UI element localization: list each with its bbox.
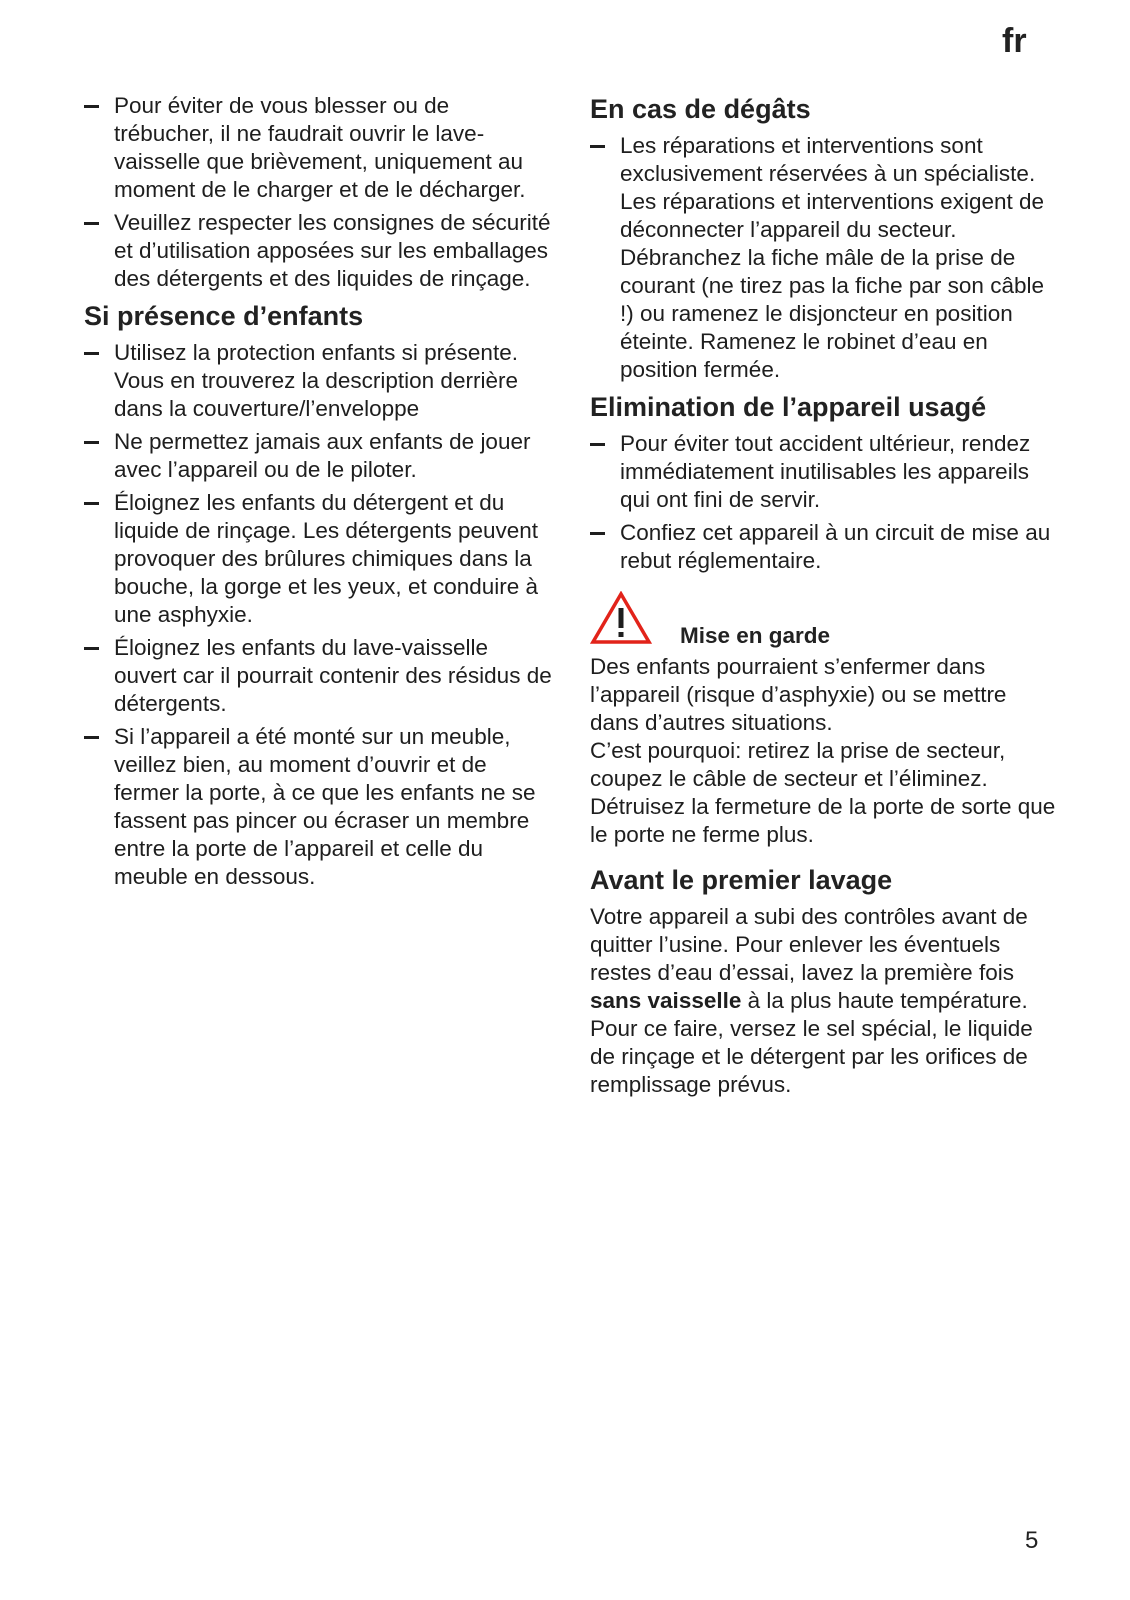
disposal-heading: Elimination de l’appareil usagé xyxy=(590,392,987,422)
list-item xyxy=(590,430,1060,514)
damage-heading: En cas de dégâts xyxy=(590,94,811,124)
list-item-text: Éloignez les enfants du détergent et du liquide de rinçage. Les détergents peuvent provoquer des brûlures chimiques dans la bouche, la gorge et les yeux, et conduire à une asphyxie. xyxy=(114,490,539,627)
list-item xyxy=(84,723,554,891)
page-number: 5 xyxy=(1025,1527,1039,1554)
list-item xyxy=(84,428,554,484)
left-column xyxy=(84,92,554,896)
list-item-text: Pour éviter de vous blesser ou de trébucher, il ne faudrait ouvrir le lave-vaisselle que brièvement, uniquement au moment de le charger et de le décharger. xyxy=(114,93,526,202)
damage-list xyxy=(590,132,1060,384)
list-item-text: Utilisez la protection enfants si présente. Vous en trouverez la description derrière dans la couverture/l’enveloppe xyxy=(114,340,518,421)
list-item xyxy=(590,519,1060,575)
warning-text: Des enfants pourraient s’enfermer dans l’appareil (risque d’asphyxie) ou se mettre dans d’autres situations. xyxy=(590,654,1007,735)
list-item-text: Ne permettez jamais aux enfants de jouer avec l’appareil ou de le piloter. xyxy=(114,429,531,482)
first-wash-text-start: Votre appareil a subi des contrôles avant de quitter l’usine. Pour enlever les éventuels restes d’eau d’essai, lavez la première fois xyxy=(590,904,1028,985)
children-list xyxy=(84,339,554,891)
dash-bullet-icon xyxy=(84,222,99,225)
dash-bullet-icon xyxy=(84,736,99,739)
dash-bullet-icon xyxy=(84,105,99,108)
list-item xyxy=(84,339,554,423)
dash-bullet-icon xyxy=(84,352,99,355)
dash-bullet-icon xyxy=(84,502,99,505)
first-wash-heading: Avant le premier lavage xyxy=(590,865,893,895)
language-code: fr xyxy=(1002,22,1027,60)
list-item-text: Veuillez respecter les consignes de sécurité et d’utilisation apposées sur les emballages des détergents et des liquides de rinçage. xyxy=(114,210,551,291)
list-item xyxy=(84,634,554,718)
dash-bullet-icon xyxy=(590,532,605,535)
warning-triangle-icon xyxy=(590,591,652,645)
dash-bullet-icon xyxy=(590,145,605,148)
first-wash-paragraph xyxy=(590,903,1060,1099)
warning-text-instructions: C’est pourquoi: retirez la prise de secteur, coupez le câble de secteur et l’éliminez. Détruisez la fermeture de la porte de sorte que le porte ne ferme plus. xyxy=(590,738,1056,847)
list-item-text: Les réparations et interventions sont exclusivement réservées à un spécialiste. Les réparations et interventions exigent de déconnecter l’appareil du secteur. Débranchez la fiche mâle de la prise de courant (ne tirez pas la fiche par son câble !) ou ramenez le disjoncteur en position éteinte. Ramenez le robinet d’eau en position fermée. xyxy=(620,133,1045,382)
dash-bullet-icon xyxy=(590,443,605,446)
list-item-text: Si l’appareil a été monté sur un meuble, veillez bien, au moment d’ouvrir et de fermer la porte, à ce que les enfants ne se fassent pas pincer ou écraser un membre entre la porte de l’appareil et celle du meuble en dessous. xyxy=(114,724,536,889)
list-item-text: Pour éviter tout accident ultérieur, rendez immédiatement inutilisables les appareils qui ont fini de servir. xyxy=(620,431,1031,512)
list-item-text: Éloignez les enfants du lave-vaisselle ouvert car il pourrait contenir des résidus de détergents. xyxy=(114,635,552,716)
list-item xyxy=(84,209,554,293)
disposal-list xyxy=(590,430,1060,575)
list-item xyxy=(84,92,554,204)
first-wash-text-end: à la plus haute température. Pour ce faire, versez le sel spécial, le liquide de rinçage et le détergent par les orifices de remplissage prévus. xyxy=(590,988,1033,1097)
dash-bullet-icon xyxy=(84,647,99,650)
right-column xyxy=(590,92,1060,1099)
list-item xyxy=(84,489,554,629)
warning-title: Mise en garde xyxy=(680,623,831,648)
first-wash-text-bold: sans vaisselle xyxy=(590,988,742,1013)
list-item xyxy=(590,132,1060,384)
intro-list xyxy=(84,92,554,293)
dash-bullet-icon xyxy=(84,441,99,444)
list-item-text: Confiez cet appareil à un circuit de mise au rebut réglementaire. xyxy=(620,520,1051,573)
warning-box xyxy=(590,591,1060,649)
children-heading: Si présence d’enfants xyxy=(84,301,364,331)
